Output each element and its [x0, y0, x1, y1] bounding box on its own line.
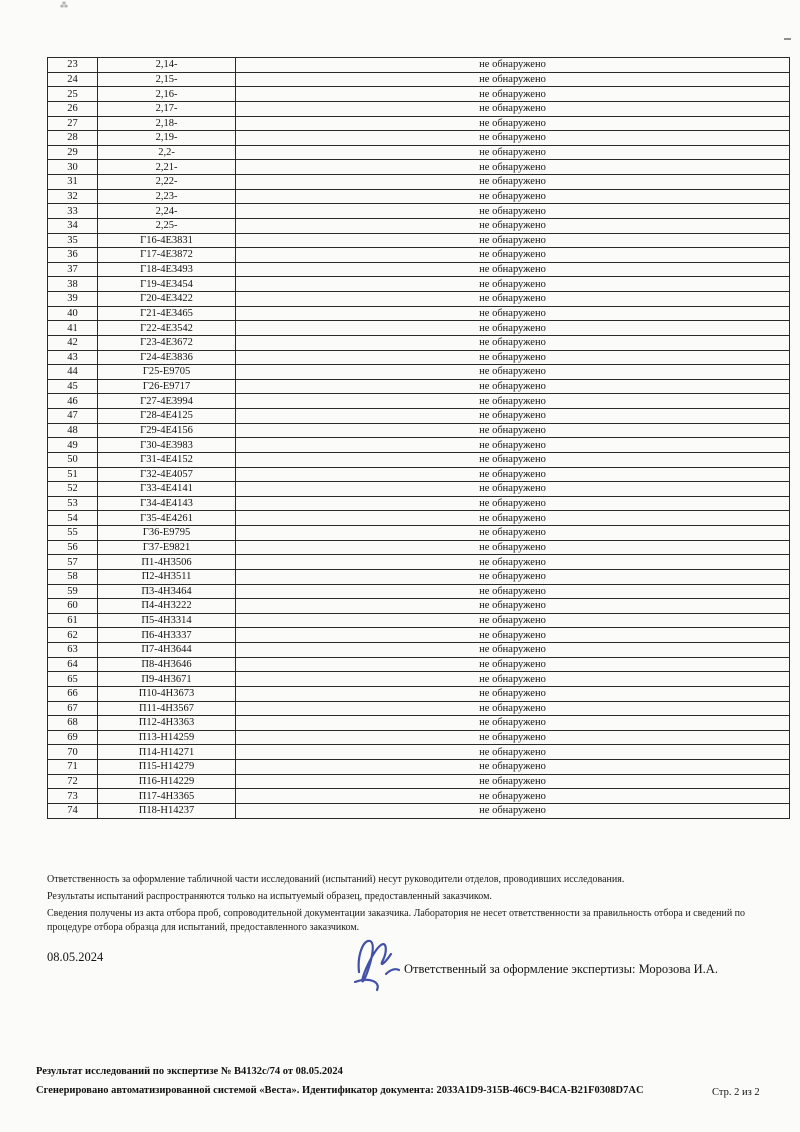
row-number-cell: 55: [48, 526, 98, 541]
test-result-cell: не обнаружено: [236, 218, 790, 233]
table-row: [48, 292, 790, 307]
sample-code-cell: Г33-4Е4141: [98, 482, 236, 497]
test-result-cell: не обнаружено: [236, 72, 790, 87]
scan-artifact: ⁂: [60, 1, 68, 10]
table-row: [48, 789, 790, 804]
sample-code-cell: Г24-4Е3836: [98, 350, 236, 365]
table-row: [48, 467, 790, 482]
test-result-cell: не обнаружено: [236, 613, 790, 628]
document-date: 08.05.2024: [47, 950, 104, 964]
row-number-cell: 65: [48, 672, 98, 687]
table-row: [48, 204, 790, 219]
table-row: [48, 409, 790, 424]
table-row: [48, 335, 790, 350]
sample-code-cell: Г27-4Е3994: [98, 394, 236, 409]
notes-block: [47, 873, 792, 938]
table-row: [48, 438, 790, 453]
sample-code-cell: Г26-Е9717: [98, 379, 236, 394]
row-number-cell: 26: [48, 101, 98, 116]
test-result-cell: не обнаружено: [236, 716, 790, 731]
test-result-cell: не обнаружено: [236, 292, 790, 307]
row-number-cell: 33: [48, 204, 98, 219]
table-row: [48, 452, 790, 467]
test-result-cell: не обнаружено: [236, 789, 790, 804]
table-row: [48, 365, 790, 380]
row-number-cell: 70: [48, 745, 98, 760]
row-number-cell: 39: [48, 292, 98, 307]
row-number-cell: 29: [48, 145, 98, 160]
test-result-cell: не обнаружено: [236, 555, 790, 570]
footer-expertise-result: Результат исследований по экспертизе № В4132с/74 от 08.05.2024: [36, 1066, 343, 1077]
table-row: [48, 774, 790, 789]
sample-code-cell: 2,25-: [98, 218, 236, 233]
test-result-cell: не обнаружено: [236, 160, 790, 175]
table-row: [48, 175, 790, 190]
sample-code-cell: П7-4Н3644: [98, 643, 236, 658]
test-result-cell: не обнаружено: [236, 467, 790, 482]
page-number: Стр. 2 из 2: [712, 1087, 760, 1098]
row-number-cell: 23: [48, 58, 98, 73]
table-row: [48, 379, 790, 394]
test-result-cell: не обнаружено: [236, 131, 790, 146]
test-result-cell: не обнаружено: [236, 774, 790, 789]
row-number-cell: 50: [48, 452, 98, 467]
responsible-person-label: Ответственный за оформление экспертизы: Морозова И.А.: [404, 962, 718, 976]
test-result-cell: не обнаружено: [236, 803, 790, 818]
row-number-cell: 38: [48, 277, 98, 292]
table-row: [48, 584, 790, 599]
test-result-cell: не обнаружено: [236, 760, 790, 775]
table-row: [48, 394, 790, 409]
table-row: [48, 716, 790, 731]
sample-code-cell: Г23-4Е3672: [98, 335, 236, 350]
table-row: [48, 540, 790, 555]
sample-code-cell: Г18-4Е3493: [98, 262, 236, 277]
sample-code-cell: П2-4Н3511: [98, 569, 236, 584]
sample-code-cell: 2,24-: [98, 204, 236, 219]
row-number-cell: 71: [48, 760, 98, 775]
test-result-cell: не обнаружено: [236, 58, 790, 73]
test-result-cell: не обнаружено: [236, 628, 790, 643]
table-row: [48, 277, 790, 292]
test-result-cell: не обнаружено: [236, 394, 790, 409]
test-result-cell: не обнаружено: [236, 262, 790, 277]
row-number-cell: 34: [48, 218, 98, 233]
table-row: [48, 555, 790, 570]
test-result-cell: не обнаружено: [236, 730, 790, 745]
row-number-cell: 35: [48, 233, 98, 248]
sample-code-cell: П6-4Н3337: [98, 628, 236, 643]
row-number-cell: 63: [48, 643, 98, 658]
test-result-cell: не обнаружено: [236, 482, 790, 497]
test-result-cell: не обнаружено: [236, 745, 790, 760]
sample-code-cell: П15-Н14279: [98, 760, 236, 775]
row-number-cell: 42: [48, 335, 98, 350]
row-number-cell: 72: [48, 774, 98, 789]
test-result-cell: не обнаружено: [236, 409, 790, 424]
table-row: [48, 701, 790, 716]
sample-code-cell: 2,18-: [98, 116, 236, 131]
test-result-cell: не обнаружено: [236, 87, 790, 102]
sample-code-cell: 2,2-: [98, 145, 236, 160]
sample-code-cell: П9-4Н3671: [98, 672, 236, 687]
row-number-cell: 62: [48, 628, 98, 643]
sample-code-cell: 2,14-: [98, 58, 236, 73]
table-row: [48, 306, 790, 321]
row-number-cell: 68: [48, 716, 98, 731]
test-result-cell: не обнаружено: [236, 643, 790, 658]
sample-code-cell: 2,21-: [98, 160, 236, 175]
sample-code-cell: П18-Н14237: [98, 803, 236, 818]
row-number-cell: 64: [48, 657, 98, 672]
test-result-cell: не обнаружено: [236, 365, 790, 380]
table-row: [48, 423, 790, 438]
sample-code-cell: П4-4Н3222: [98, 599, 236, 614]
sample-code-cell: П10-4Н3673: [98, 686, 236, 701]
table-row: [48, 599, 790, 614]
sample-code-cell: П17-4Н3365: [98, 789, 236, 804]
row-number-cell: 44: [48, 365, 98, 380]
table-row: [48, 569, 790, 584]
test-result-cell: не обнаружено: [236, 686, 790, 701]
row-number-cell: 69: [48, 730, 98, 745]
table-row: [48, 628, 790, 643]
table-row: [48, 511, 790, 526]
row-number-cell: 28: [48, 131, 98, 146]
row-number-cell: 66: [48, 686, 98, 701]
row-number-cell: 43: [48, 350, 98, 365]
table-row: [48, 482, 790, 497]
table-row: [48, 116, 790, 131]
test-result-cell: не обнаружено: [236, 204, 790, 219]
table-row: [48, 526, 790, 541]
sample-code-cell: Г36-Е9795: [98, 526, 236, 541]
row-number-cell: 27: [48, 116, 98, 131]
test-result-cell: не обнаружено: [236, 306, 790, 321]
table-row: [48, 760, 790, 775]
test-result-cell: не обнаружено: [236, 584, 790, 599]
test-result-cell: не обнаружено: [236, 277, 790, 292]
table-row: [48, 101, 790, 116]
row-number-cell: 61: [48, 613, 98, 628]
table-row: [48, 657, 790, 672]
sample-code-cell: Г31-4Е4152: [98, 452, 236, 467]
sample-code-cell: Г17-4Е3872: [98, 248, 236, 263]
table-row: [48, 160, 790, 175]
sample-code-cell: П16-Н14229: [98, 774, 236, 789]
sample-code-cell: П13-Н14259: [98, 730, 236, 745]
table-row: [48, 643, 790, 658]
sample-code-cell: Г19-4Е3454: [98, 277, 236, 292]
table-row: [48, 233, 790, 248]
results-table-body: [48, 58, 790, 819]
sample-code-cell: П5-4Н3314: [98, 613, 236, 628]
table-row: [48, 218, 790, 233]
sample-code-cell: 2,15-: [98, 72, 236, 87]
sample-code-cell: Г22-4Е3542: [98, 321, 236, 336]
table-row: [48, 496, 790, 511]
test-result-cell: не обнаружено: [236, 233, 790, 248]
test-result-cell: не обнаружено: [236, 540, 790, 555]
sample-code-cell: 2,19-: [98, 131, 236, 146]
row-number-cell: 73: [48, 789, 98, 804]
table-row: [48, 613, 790, 628]
sample-code-cell: П11-4Н3567: [98, 701, 236, 716]
row-number-cell: 53: [48, 496, 98, 511]
sample-code-cell: Г16-4Е3831: [98, 233, 236, 248]
row-number-cell: 49: [48, 438, 98, 453]
test-result-cell: не обнаружено: [236, 672, 790, 687]
table-row: [48, 262, 790, 277]
sample-code-cell: Г32-4Е4057: [98, 467, 236, 482]
sample-code-cell: Г20-4Е3422: [98, 292, 236, 307]
row-number-cell: 67: [48, 701, 98, 716]
row-number-cell: 36: [48, 248, 98, 263]
test-result-cell: не обнаружено: [236, 526, 790, 541]
row-number-cell: 37: [48, 262, 98, 277]
row-number-cell: 58: [48, 569, 98, 584]
test-result-cell: не обнаружено: [236, 438, 790, 453]
table-row: [48, 58, 790, 73]
test-result-cell: не обнаружено: [236, 145, 790, 160]
test-result-cell: не обнаружено: [236, 189, 790, 204]
test-result-cell: не обнаружено: [236, 350, 790, 365]
sample-code-cell: Г29-4Е4156: [98, 423, 236, 438]
row-number-cell: 57: [48, 555, 98, 570]
row-number-cell: 52: [48, 482, 98, 497]
scan-artifact: [784, 38, 791, 40]
sample-code-cell: Г35-4Е4261: [98, 511, 236, 526]
test-result-cell: не обнаружено: [236, 116, 790, 131]
sample-code-cell: 2,23-: [98, 189, 236, 204]
row-number-cell: 74: [48, 803, 98, 818]
test-result-cell: не обнаружено: [236, 335, 790, 350]
sample-code-cell: Г21-4Е3465: [98, 306, 236, 321]
test-result-cell: не обнаружено: [236, 496, 790, 511]
test-result-cell: не обнаружено: [236, 101, 790, 116]
sample-code-cell: 2,16-: [98, 87, 236, 102]
note-responsibility: Ответственность за оформление табличной части исследований (испытаний) несут руководители отделов, проводивших исследования.: [47, 874, 625, 885]
signature-scribble: [350, 932, 410, 992]
sample-code-cell: Г34-4Е4143: [98, 496, 236, 511]
test-result-cell: не обнаружено: [236, 175, 790, 190]
test-result-cell: не обнаружено: [236, 569, 790, 584]
table-row: [48, 745, 790, 760]
test-result-cell: не обнаружено: [236, 248, 790, 263]
footer-generated-by: Сгенерировано автоматизированной системой «Веста». Идентификатор документа: 2033A1D9-315B-46C9-B4CA-B21F0308D7AC: [36, 1085, 644, 1096]
row-number-cell: 60: [48, 599, 98, 614]
test-result-cell: не обнаружено: [236, 599, 790, 614]
test-result-cell: не обнаружено: [236, 657, 790, 672]
table-row: [48, 131, 790, 146]
sample-code-cell: 2,22-: [98, 175, 236, 190]
table-row: [48, 350, 790, 365]
row-number-cell: 56: [48, 540, 98, 555]
row-number-cell: 51: [48, 467, 98, 482]
table-row: [48, 686, 790, 701]
row-number-cell: 30: [48, 160, 98, 175]
sample-code-cell: П8-4Н3646: [98, 657, 236, 672]
test-result-cell: не обнаружено: [236, 452, 790, 467]
table-row: [48, 803, 790, 818]
row-number-cell: 47: [48, 409, 98, 424]
table-row: [48, 672, 790, 687]
note-scope: Результаты испытаний распространяются только на испытуемый образец, предоставленный заказчиком.: [47, 891, 492, 902]
row-number-cell: 59: [48, 584, 98, 599]
note-sampling: Сведения получены из акта отбора проб, сопроводительной документации заказчика. Лаборатория не несет ответственности за правильность отбора и сведений по процедуре отбора образца для испытаний, предоставленного заказчиком.: [47, 908, 746, 933]
row-number-cell: 54: [48, 511, 98, 526]
sample-code-cell: Г28-4Е4125: [98, 409, 236, 424]
row-number-cell: 46: [48, 394, 98, 409]
sample-code-cell: Г37-Е9821: [98, 540, 236, 555]
sample-code-cell: П14-Н14271: [98, 745, 236, 760]
table-row: [48, 321, 790, 336]
row-number-cell: 41: [48, 321, 98, 336]
table-row: [48, 87, 790, 102]
test-result-cell: не обнаружено: [236, 701, 790, 716]
test-result-cell: не обнаружено: [236, 511, 790, 526]
sample-code-cell: П12-4Н3363: [98, 716, 236, 731]
sample-code-cell: П3-4Н3464: [98, 584, 236, 599]
table-row: [48, 72, 790, 87]
row-number-cell: 40: [48, 306, 98, 321]
sample-code-cell: П1-4Н3506: [98, 555, 236, 570]
row-number-cell: 24: [48, 72, 98, 87]
row-number-cell: 31: [48, 175, 98, 190]
row-number-cell: 32: [48, 189, 98, 204]
table-row: [48, 248, 790, 263]
row-number-cell: 48: [48, 423, 98, 438]
table-row: [48, 730, 790, 745]
table-row: [48, 145, 790, 160]
table-row: [48, 189, 790, 204]
sample-code-cell: Г30-4Е3983: [98, 438, 236, 453]
row-number-cell: 25: [48, 87, 98, 102]
results-table: [47, 57, 790, 819]
row-number-cell: 45: [48, 379, 98, 394]
test-result-cell: не обнаружено: [236, 379, 790, 394]
sample-code-cell: Г25-Е9705: [98, 365, 236, 380]
test-result-cell: не обнаружено: [236, 423, 790, 438]
sample-code-cell: 2,17-: [98, 101, 236, 116]
test-result-cell: не обнаружено: [236, 321, 790, 336]
